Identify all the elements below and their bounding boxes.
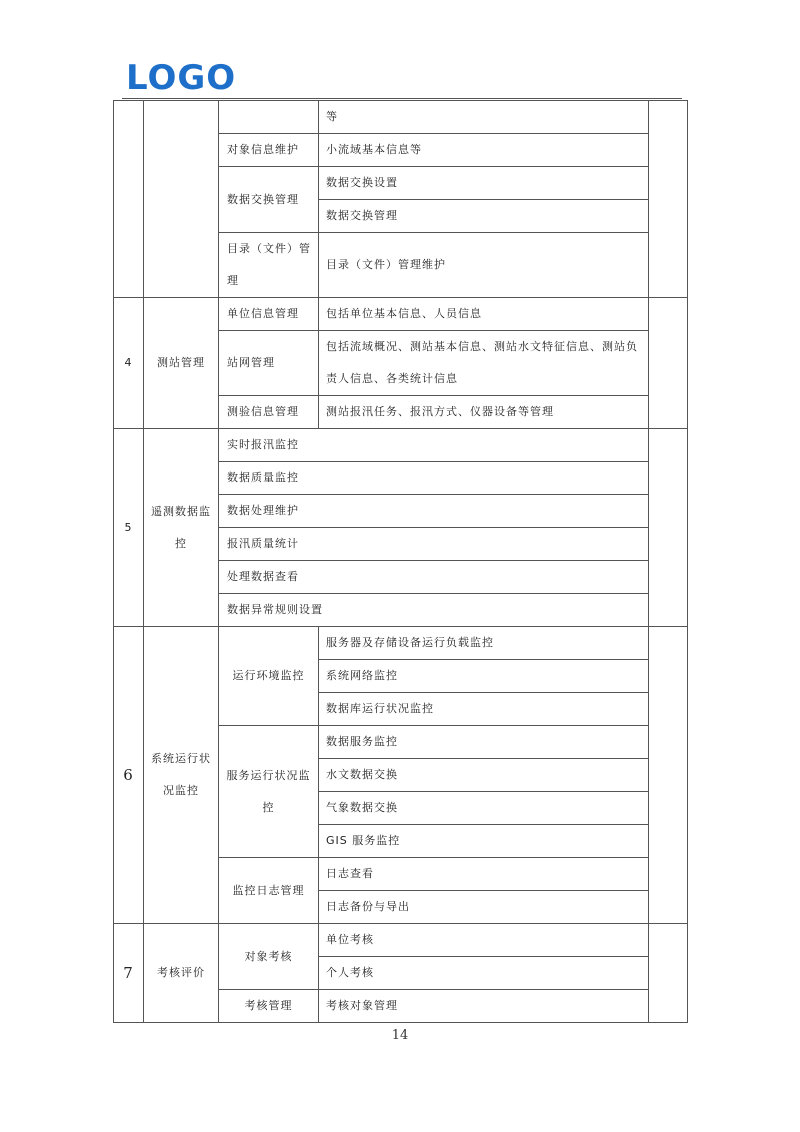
table-cell-content: 测站报汛任务、报汛方式、仪器设备等管理 xyxy=(319,396,649,429)
table-cell-function: 站网管理 xyxy=(219,331,319,396)
page-number: 14 xyxy=(391,1028,409,1043)
cell-line: 目录（文件）管 xyxy=(227,242,311,255)
table-cell-function: 报汛质量统计 xyxy=(219,528,649,561)
table-cell-note xyxy=(649,101,688,298)
table-cell-content: 数据服务监控 xyxy=(319,726,649,759)
table-cell-content: 包括单位基本信息、人员信息 xyxy=(319,298,649,331)
cell-line: 况监控 xyxy=(163,784,199,797)
table-cell-content: 系统网络监控 xyxy=(319,660,649,693)
table-cell-note xyxy=(649,924,688,1023)
table-cell-content: 单位考核 xyxy=(319,924,649,957)
table-cell-function: 考核管理 xyxy=(219,990,319,1023)
table-cell-content: 小流域基本信息等 xyxy=(319,134,649,167)
table-cell-content: 水文数据交换 xyxy=(319,759,649,792)
table-cell-content: 日志查看 xyxy=(319,858,649,891)
table-cell-function: 单位信息管理 xyxy=(219,298,319,331)
cell-line: 服务运行状况监 xyxy=(226,768,311,782)
table-cell-function: 监控日志管理 xyxy=(219,858,319,924)
cell-line: 理 xyxy=(227,274,239,287)
table-cell-function: 数据质量监控 xyxy=(219,462,649,495)
logo: LOGO xyxy=(126,58,237,98)
table-cell-note xyxy=(649,429,688,627)
table-cell-function: 运行环境监控 xyxy=(219,627,319,726)
table-cell-function: 数据交换管理 xyxy=(219,167,319,233)
table-cell-no: 5 xyxy=(114,429,144,627)
table-cell-no: 4 xyxy=(114,298,144,429)
cell-line: 控 xyxy=(175,536,187,550)
table-cell-content: 数据交换设置 xyxy=(319,167,649,200)
table-cell-content: 个人考核 xyxy=(319,957,649,990)
table-cell-no: 7 xyxy=(114,924,144,1023)
table-cell-note xyxy=(649,627,688,924)
cell-line: 系统运行状 xyxy=(151,752,211,765)
table-cell-content: 考核对象管理 xyxy=(319,990,649,1023)
table-cell-no xyxy=(114,101,144,298)
table-cell-module xyxy=(144,101,219,298)
table-cell-function: 处理数据查看 xyxy=(219,561,649,594)
table-cell-function xyxy=(219,101,319,134)
table-cell-function: 测验信息管理 xyxy=(219,396,319,429)
table-cell-function: 对象信息维护 xyxy=(219,134,319,167)
table-cell-note xyxy=(649,298,688,429)
table-cell-content: 服务器及存储设备运行负载监控 xyxy=(319,627,649,660)
table-cell-content xyxy=(319,331,649,396)
table-cell-module: 测站管理 xyxy=(144,298,219,429)
cell-line: 责人信息、各类统计信息 xyxy=(326,372,458,385)
cell-line: 遥测数据监 xyxy=(151,504,211,518)
cell-line: 包括流域概况、测站基本信息、测站水文特征信息、测站负 xyxy=(326,340,638,353)
table-cell-content: 目录（文件）管理维护 xyxy=(319,233,649,298)
table-cell-content: 数据交换管理 xyxy=(319,200,649,233)
table-cell-content: 数据库运行状况监控 xyxy=(319,693,649,726)
table-cell-function xyxy=(219,726,319,858)
header-rule xyxy=(122,98,682,99)
table-cell-content: 气象数据交换 xyxy=(319,792,649,825)
table-cell-function: 数据处理维护 xyxy=(219,495,649,528)
table-cell-module xyxy=(144,627,219,924)
table-cell-content: 等 xyxy=(319,101,649,134)
cell-line: 控 xyxy=(262,800,275,814)
table-cell-function: 实时报汛监控 xyxy=(219,429,649,462)
table-cell-module: 考核评价 xyxy=(144,924,219,1023)
table-cell-content: 日志备份与导出 xyxy=(319,891,649,924)
table-cell-function: 数据异常规则设置 xyxy=(219,594,649,627)
function-table xyxy=(113,100,688,1023)
table-cell-function xyxy=(219,233,319,298)
table-cell-module xyxy=(144,429,219,627)
table-cell-no: 6 xyxy=(114,627,144,924)
table-cell-function: 对象考核 xyxy=(219,924,319,990)
table-cell-content: GIS 服务监控 xyxy=(319,825,649,858)
